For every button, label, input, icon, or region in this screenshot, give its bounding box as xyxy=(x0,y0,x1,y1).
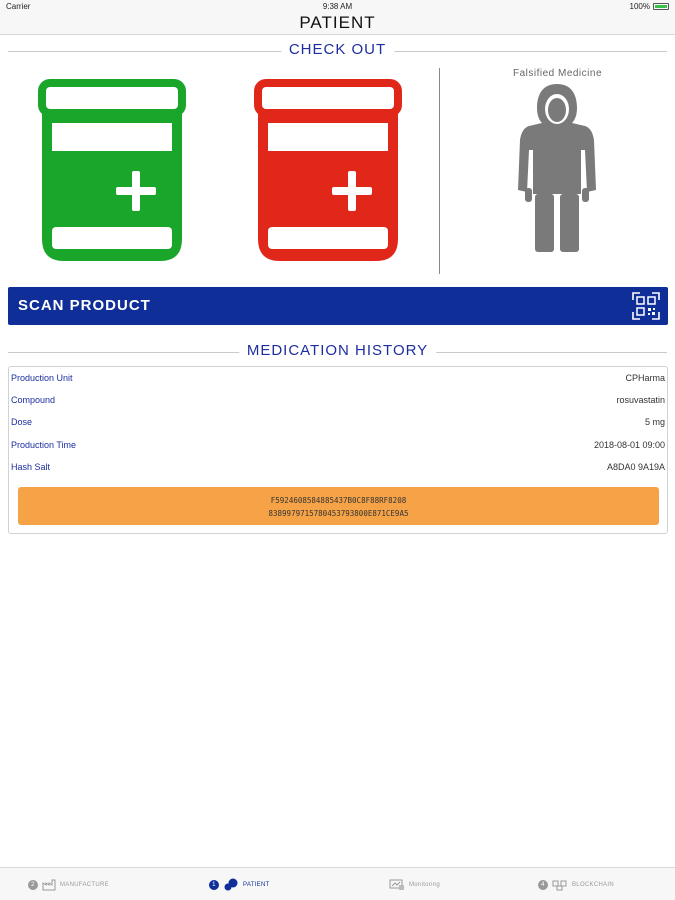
genuine-medicine-jar-icon[interactable] xyxy=(38,79,186,265)
tab-blockchain[interactable] xyxy=(538,878,614,892)
status-bar xyxy=(0,0,675,13)
tab-manufacture[interactable] xyxy=(28,878,109,892)
battery-status xyxy=(630,2,669,11)
tab-badge: 2 xyxy=(28,880,38,890)
history-key: Production Time xyxy=(11,440,77,450)
medication-history-heading: MEDICATION HISTORY xyxy=(239,342,436,359)
history-row xyxy=(9,411,667,431)
rejected-medicine-jar-icon[interactable] xyxy=(254,79,402,265)
history-key: Dose xyxy=(11,417,33,427)
hash-value-box[interactable] xyxy=(18,487,659,525)
hash-line-1: F5924608584885437B0C8F88RF8208 xyxy=(270,496,407,505)
checkout-heading: CHECK OUT xyxy=(281,41,394,58)
tab-label: MANUFACTURE xyxy=(60,882,109,888)
history-key: Compound xyxy=(11,395,56,405)
history-row xyxy=(9,434,667,454)
history-value: 5 mg xyxy=(644,417,665,427)
medication-history-header xyxy=(8,342,667,362)
battery-icon xyxy=(653,3,669,10)
history-value: rosuvastatin xyxy=(616,395,665,405)
tab-label: BLOCKCHAIN xyxy=(572,882,615,888)
hash-line-2: 8389979715780453793800E871CE9A5 xyxy=(268,509,409,518)
scan-product-button[interactable] xyxy=(8,287,668,325)
tab-bar xyxy=(0,867,675,900)
history-value: CPHarma xyxy=(625,373,665,383)
hooded-person-icon[interactable] xyxy=(515,82,599,254)
history-row xyxy=(9,389,667,409)
navigation-bar xyxy=(0,13,675,35)
qr-scan-icon xyxy=(632,292,660,320)
factory-icon xyxy=(42,879,56,891)
history-key: Production Unit xyxy=(11,373,73,383)
history-value: 2018-08-01 09:00 xyxy=(593,440,665,450)
blockchain-icon xyxy=(552,879,568,891)
monitor-icon xyxy=(389,879,405,891)
history-value: A8DA0 9A19A xyxy=(606,462,665,472)
tab-label: PATIENT xyxy=(243,882,270,888)
history-row xyxy=(9,367,667,387)
patient-icon xyxy=(223,878,239,892)
tab-label: Monitoring xyxy=(409,882,441,888)
falsified-medicine-label: Falsified Medicine xyxy=(512,68,603,79)
page-title: PATIENT xyxy=(299,13,376,32)
checkout-header xyxy=(8,41,667,61)
scan-product-label: SCAN PRODUCT xyxy=(18,297,151,314)
medication-history-card xyxy=(8,366,668,534)
history-key: Hash Salt xyxy=(11,462,51,472)
tab-badge: 1 xyxy=(209,880,219,890)
carrier-label: Carrier xyxy=(6,2,31,11)
history-row xyxy=(9,456,667,476)
tab-patient[interactable] xyxy=(209,878,270,892)
clock: 9:38 AM xyxy=(322,2,353,11)
battery-percent: 100% xyxy=(629,2,650,11)
tab-monitoring[interactable] xyxy=(389,878,440,892)
vertical-divider xyxy=(439,68,440,274)
tab-badge: 4 xyxy=(538,880,548,890)
